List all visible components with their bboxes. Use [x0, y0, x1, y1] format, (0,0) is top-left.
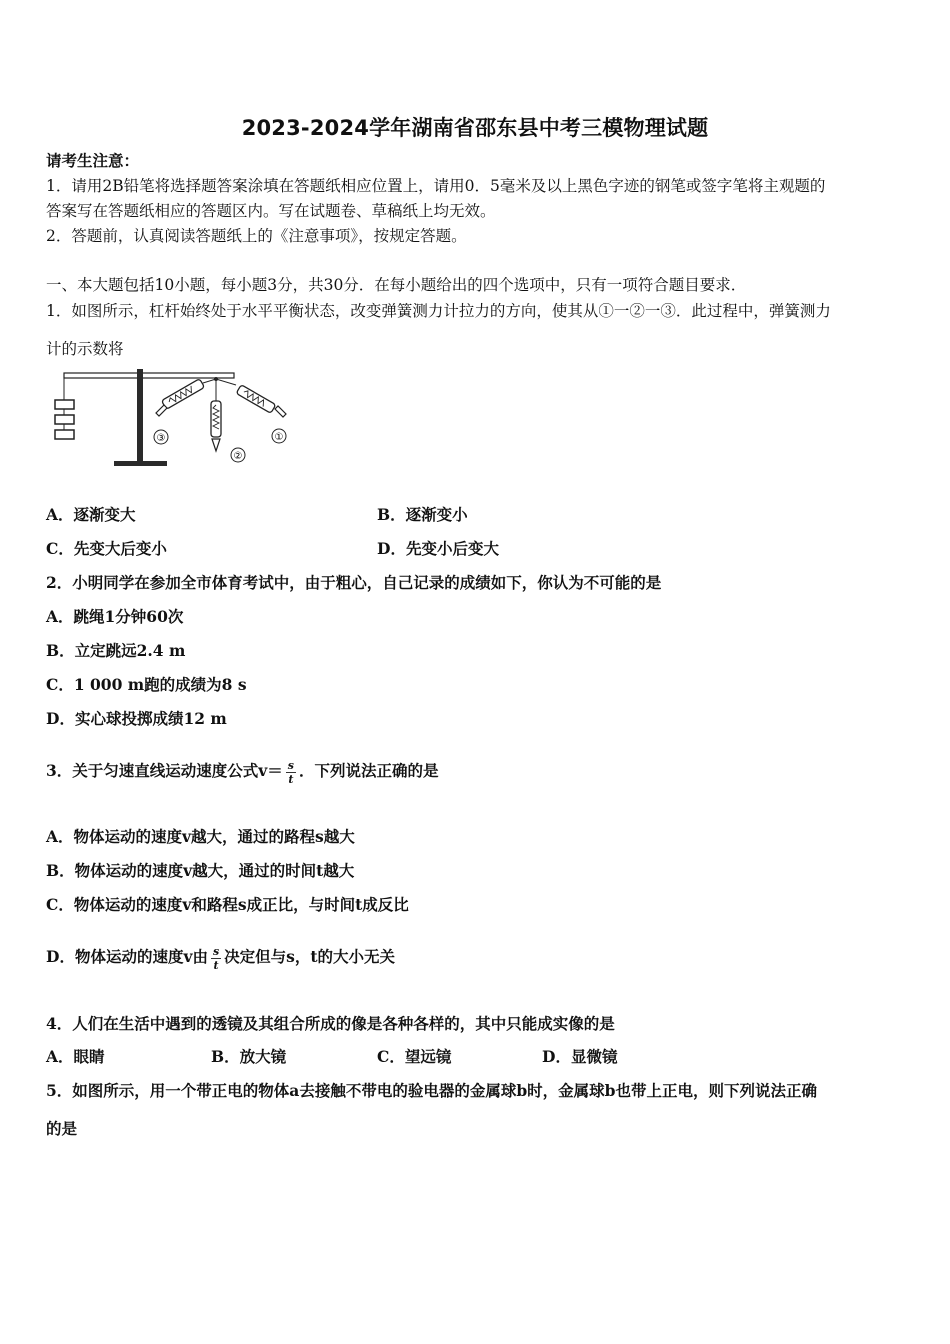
- q3-option-b: B．物体运动的速度v越大，通过的时间t越大: [46, 861, 355, 880]
- q4-stem: 4．人们在生活中遇到的透镜及其组合所成的像是各种各样的，其中只能成实像的是: [46, 1014, 615, 1033]
- q5-stem-line-1: 5．如图所示，用一个带正电的物体a去接触不带电的验电器的金属球b时，金属球b也带上正电，则下列说法正确: [46, 1081, 818, 1100]
- q4-option-c: C．望远镜: [377, 1047, 452, 1066]
- notice-heading: 请考生注意：: [46, 151, 140, 170]
- spring-scale-2: [211, 401, 221, 437]
- section-heading: 一、本大题包括10小题，每小题3分，共30分．在每小题给出的四个选项中，只有一项符合题目要求．: [46, 276, 747, 294]
- q4-option-b: B．放大镜: [211, 1047, 287, 1066]
- label-3: ③: [156, 433, 166, 444]
- weight-block: [55, 430, 74, 439]
- q2-stem: 2．小明同学在参加全市体育考试中，由于粗心，自己记录的成绩如下，你认为不可能的是: [46, 573, 662, 592]
- q4-option-a: A．眼睛: [46, 1047, 105, 1066]
- page-title: 2023-2024学年湖南省邵东县中考三模物理试题: [241, 116, 709, 140]
- fraction-denominator: t: [288, 772, 294, 786]
- notice-line-1b: 答案写在答题纸相应的答题区内。写在试题卷、草稿纸上均无效。: [46, 202, 496, 220]
- spring-scale-1: [236, 385, 276, 414]
- q3-option-a: A．物体运动的速度v越大，通过的路程s越大: [46, 827, 355, 846]
- formula-fraction: [286, 759, 296, 786]
- q3-option-d-post: 决定但与s，t的大小无关: [224, 947, 396, 966]
- fraction-denominator: t: [213, 958, 219, 972]
- q2-option-d: D．实心球投掷成绩12 m: [46, 709, 227, 728]
- spring-scale-3: [161, 379, 204, 410]
- notice-line-2: 2．答题前，认真阅读答题纸上的《注意事项》，按规定答题。: [46, 227, 467, 245]
- lever-diagram: [46, 365, 296, 470]
- lever-support: [137, 369, 143, 463]
- q3-stem-pre: 3．关于匀速直线运动速度公式v＝: [46, 761, 283, 780]
- label-1: ①: [274, 432, 284, 443]
- q1-option-d: D．先变小后变大: [377, 539, 499, 558]
- weight-block: [55, 400, 74, 409]
- q3-option-d-pre: D．物体运动的速度v由: [46, 947, 208, 966]
- q3-stem-post: ．下列说法正确的是: [299, 761, 439, 780]
- notice-line-1a: 1．请用2B铅笔将选择题答案涂填在答题纸相应位置上，请用0．5毫米及以上黑色字迹的钢笔或签字笔将主观题的: [46, 177, 826, 195]
- q2-option-a: A．跳绳1分钟60次: [46, 607, 184, 626]
- q1-option-a: A．逐渐变大: [46, 505, 136, 524]
- q2-option-b: B．立定跳远2.4 m: [46, 641, 186, 660]
- q1-stem-line-1: 1．如图所示，杠杆始终处于水平平衡状态，改变弹簧测力计拉力的方向，使其从①一②一③．此过程中，弹簧测力: [46, 302, 831, 320]
- fraction-numerator: s: [212, 944, 220, 958]
- q1-stem-line-2: 计的示数将: [46, 340, 124, 358]
- lever-bar: [64, 373, 234, 378]
- weight-block: [55, 415, 74, 424]
- q3-stem: [46, 757, 439, 786]
- q3-option-d: [46, 941, 395, 973]
- label-2: ②: [233, 451, 243, 462]
- q3-option-c: C．物体运动的速度v和路程s成正比，与时间t成反比: [46, 895, 409, 914]
- lever-base: [114, 461, 167, 466]
- q1-option-b: B．逐渐变小: [377, 505, 468, 524]
- fraction-numerator: s: [287, 758, 294, 772]
- q2-option-c: C．1 000 m跑的成绩为8 s: [46, 675, 247, 694]
- q4-option-d: D．显微镜: [542, 1047, 618, 1066]
- q1-option-c: C．先变大后变小: [46, 539, 167, 558]
- q5-stem-line-2: 的是: [46, 1119, 78, 1138]
- formula-fraction: [211, 945, 221, 972]
